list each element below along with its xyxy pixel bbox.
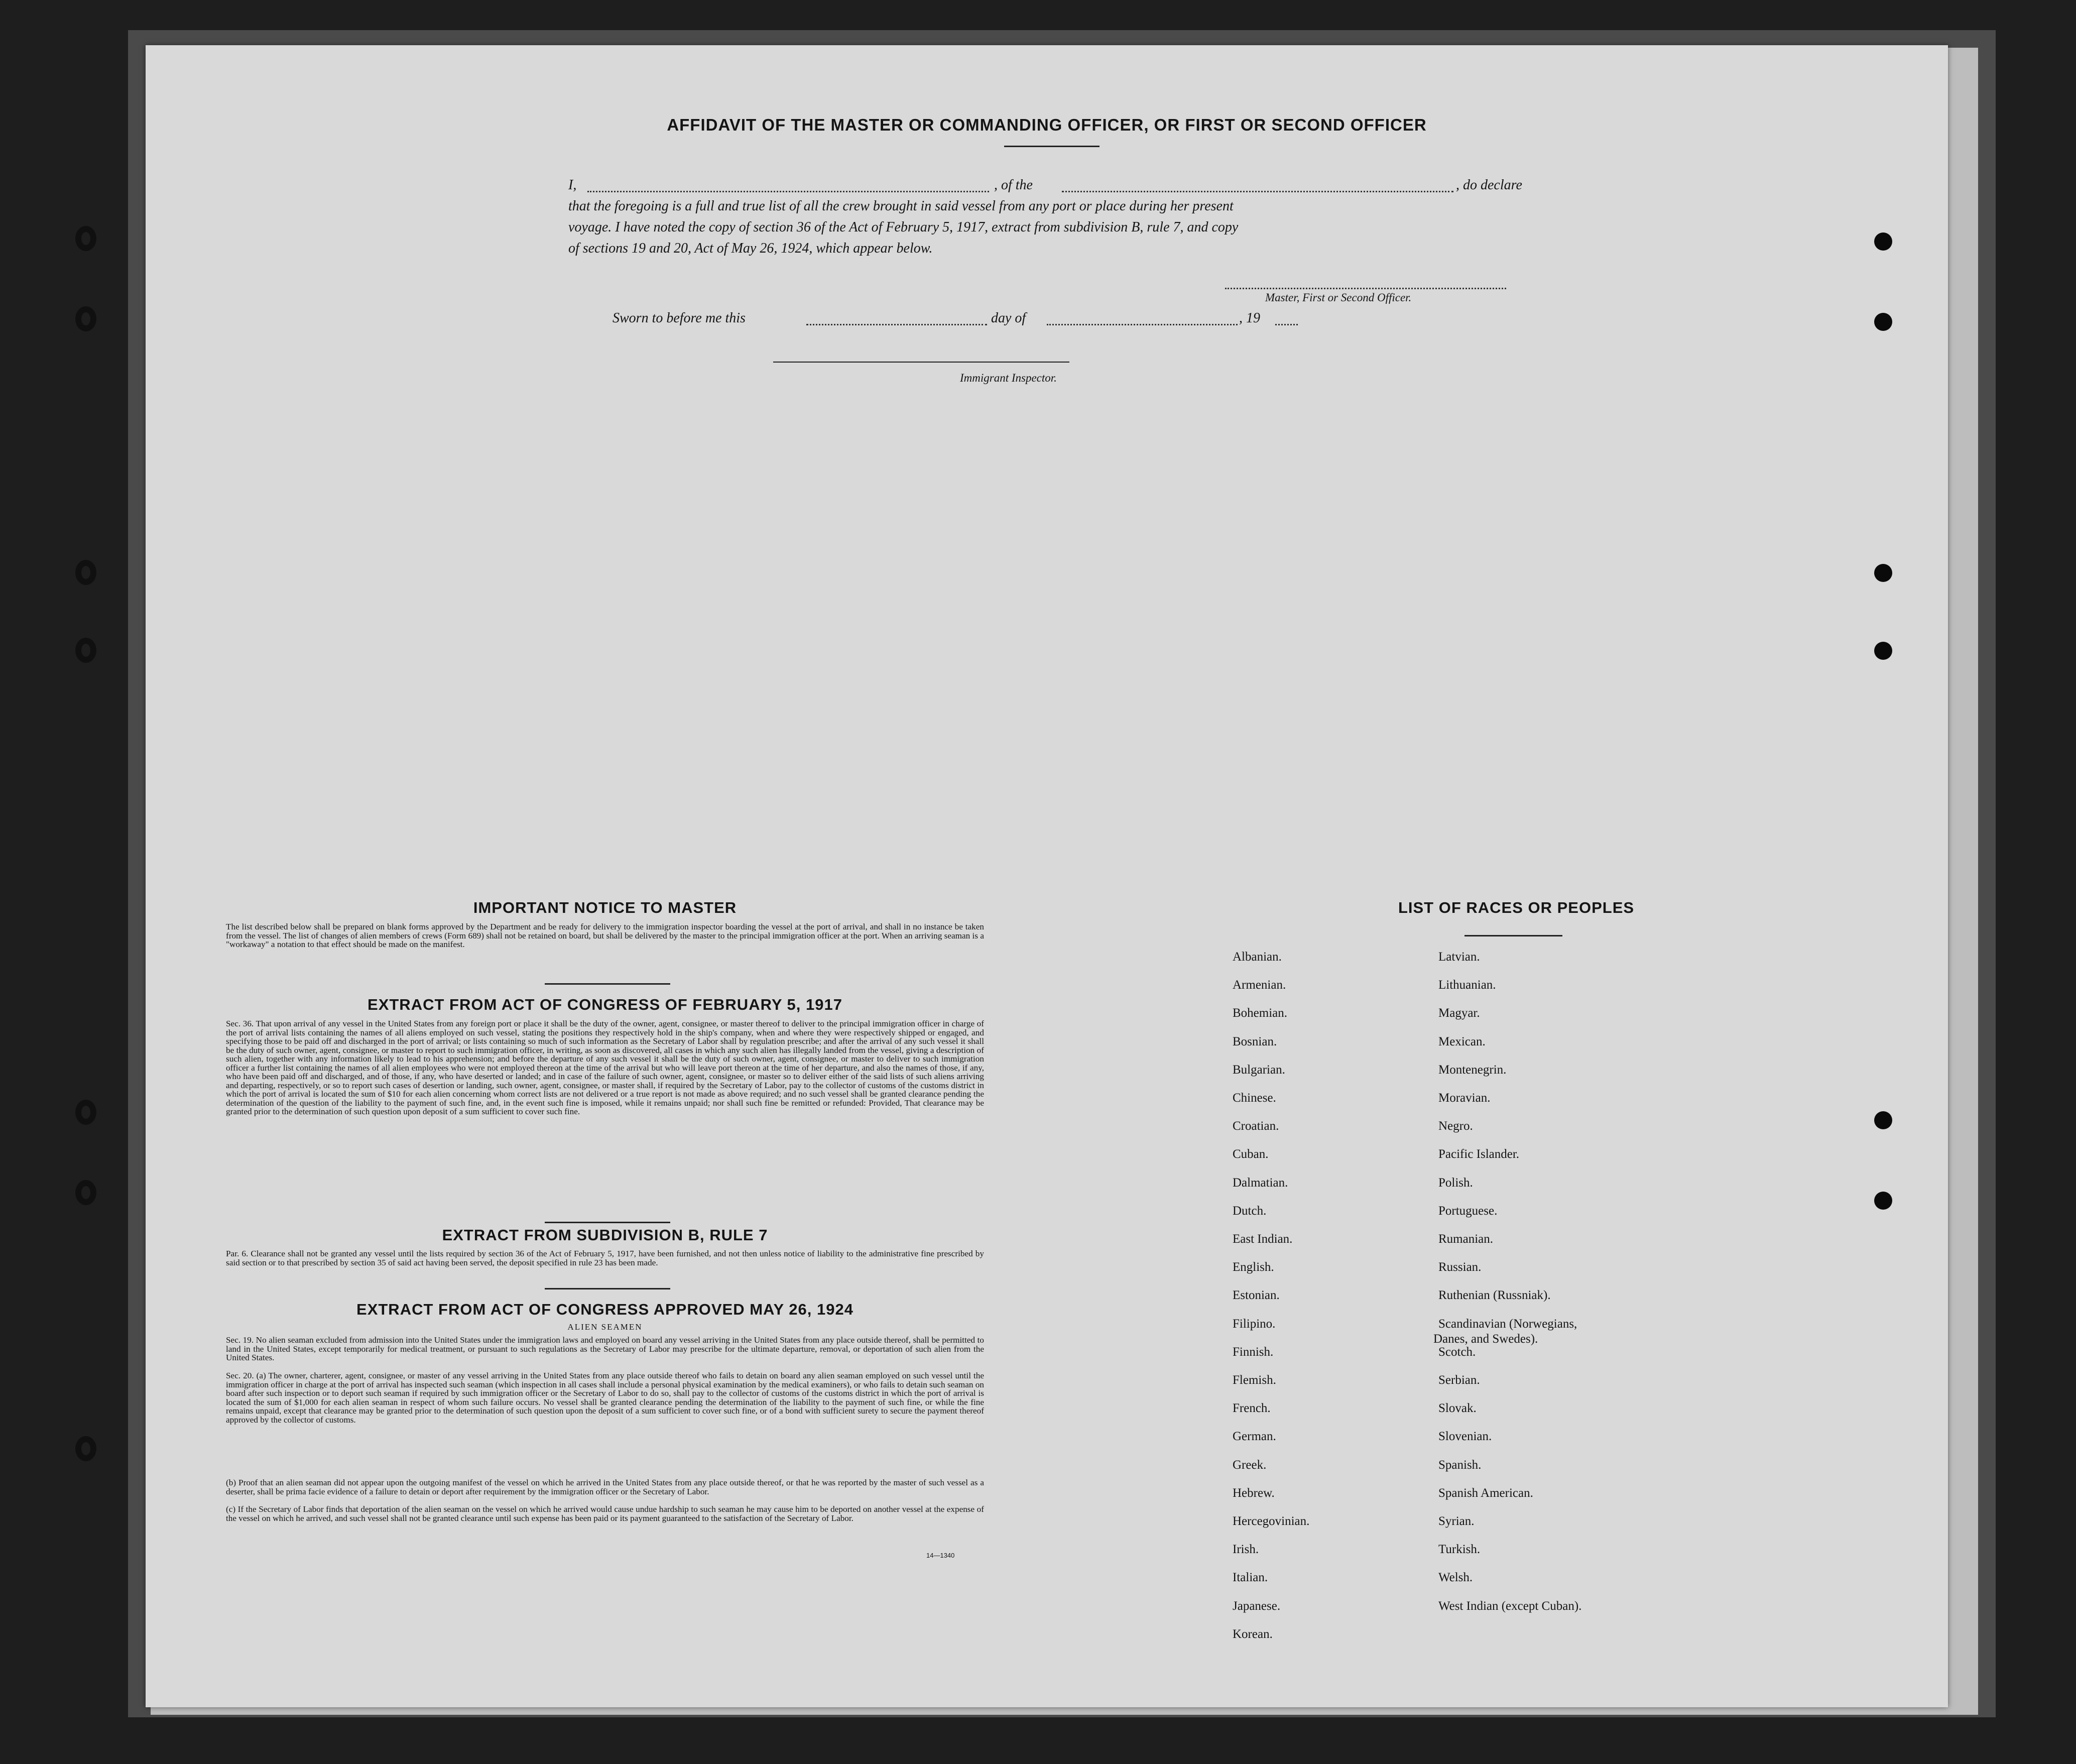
binder-ring-icon [75,1180,96,1205]
alien-seamen-label: ALIEN SEAMEN [567,1322,643,1332]
title-underline [1004,146,1100,147]
year-prefix-text: , 19 [1239,310,1260,326]
race-item: Spanish. [1438,1458,1482,1472]
notice-heading: IMPORTANT NOTICE TO MASTER [473,899,737,916]
extract-1924-heading: EXTRACT FROM ACT OF CONGRESS APPROVED MAY 26, 1924 [356,1301,853,1318]
affidavit-title: AFFIDAVIT OF THE MASTER OR COMMANDING OFFICER, OR FIRST OR SECOND OFFICER [667,115,1427,134]
binder-ring-icon [75,306,96,331]
race-item: Bulgarian. [1233,1063,1285,1077]
sec20b-text: (b) Proof that an alien seaman did not appear upon the outgoing manifest of the vessel on which he arrived in the United States from any place outside thereof, or that he was reported by the master of such vessel as a deserter, shall be prima facie evidence of a failure to detain or deport after requirement by the immigration officer or the Secretary of Labor. [226,1478,984,1496]
races-underline [1464,935,1562,936]
punch-hole-icon [1874,1111,1892,1129]
race-item: Bohemian. [1233,1006,1288,1020]
sworn-year-field[interactable] [1275,324,1298,325]
master-signature-field[interactable] [1225,288,1506,289]
race-item: Dalmatian. [1233,1175,1288,1190]
race-item: Welsh. [1438,1571,1473,1585]
race-item: Finnish. [1233,1345,1274,1359]
race-item: German. [1233,1430,1276,1444]
race-item: Irish. [1233,1543,1259,1557]
race-item: West Indian (except Cuban). [1438,1599,1582,1613]
race-item: Syrian. [1438,1514,1475,1528]
inspector-signature-field[interactable] [773,362,1069,363]
declaration-line-2: that the foregoing is a full and true list of all the crew brought in said vessel from any port or place during her present [568,198,1234,214]
sworn-day-field[interactable] [806,324,987,325]
race-item: Danes, and Swedes). [1433,1332,1538,1346]
race-item: Scandinavian (Norwegians, [1438,1317,1577,1331]
extract-1917-text: Sec. 36. That upon arrival of any vessel in the United States from any foreign port or place it shall be the duty of the owner, agent, consignee, or master thereof to deliver to the principal immigration officer in charge of the port of arrival lists containing the names of all aliens employed on such vessel, stating the positions they respectively hold in the ship's company, when and where they were respectively shipped or engaged, and specifying those to be paid off and discharged in the port of arrival; or lists containing so much of such information as the Secretary of Labor shall by regulation prescribe; and after the arrival of any such vessel it shall be the duty of such owner, agent, consignee, or master to report to such immigration officer, in writing, as soon as discovered, all cases in which any such alien has illegally landed from the vessel, giving a description of such alien, together with any information likely to lead to his apprehension; and before the departure of any such vessel it shall be the duty of such owner, agent, consignee, or master to deliver to such immigration officer a further list containing the names of all alien employees who were not employed thereon at the time of the arrival but who will leave port thereon at the time of her departure, and also the names of those, if any, who have been paid off and discharged, and of those, if any, who have deserted or landed; and in case of the failure of such owner, agent, consignee, or master so to deliver either of the said lists of such aliens arriving and departing, respectively, or so to report such cases of desertion or landing, such owner, agent, consignee, or master shall, if required by the Secretary of Labor, pay to the collector of customs of the customs district in which the port of arrival is located the sum of $10 for each alien concerning whom correct lists are not delivered or a true report is not made as above required; and no such vessel shall be granted clearance pending the determination of the question of the liability to the payment of such fine, and, in the event such fine is imposed, while it remains unpaid; nor shall such fine be remitted or refunded: Provided, That clearance may be granted prior to the determination of such question upon deposit of a sum sufficient to cover such fine. [226,1019,984,1116]
rule7-text: Par. 6. Clearance shall not be granted any vessel until the lists required by section 36 of the Act of February 5, 1917, have been furnished, and not then unless notice of liability to the administrative fine prescribed by said section or to that prescribed by section 35 of said act having been served, the deposit specified in rule 23 has been made. [226,1249,984,1267]
race-item: Serbian. [1438,1373,1480,1387]
race-item: Bosnian. [1233,1034,1277,1048]
race-item: Lithuanian. [1438,978,1496,992]
binder-ring-icon [75,1100,96,1125]
race-item: Turkish. [1438,1543,1481,1557]
do-declare-text: , do declare [1456,177,1522,193]
race-item: Slovenian. [1438,1430,1492,1444]
binder-ring-icon [75,226,96,251]
race-item: Dutch. [1233,1204,1267,1218]
race-item: Ruthenian (Russniak). [1438,1288,1551,1303]
sec20c-text: (c) If the Secretary of Labor finds that deportation of the alien seaman on the vessel on which he arrived would cause undue hardship to such seaman he may cause him to be deported on another vessel at the expense of the vessel on which he arrived, and such vessel shall not be granted clearance until such expense has been paid or its payment guaranteed to the satisfaction of the Secretary of Labor. [226,1504,984,1523]
race-item: Pacific Islander. [1438,1147,1520,1161]
declaration-line-3: voyage. I have noted the copy of section 36 of the Act of February 5, 1917, extract from subdivision B, rule 7, and copy [568,219,1239,235]
rule7-heading: EXTRACT FROM SUBDIVISION B, RULE 7 [442,1226,768,1244]
race-item: Chinese. [1233,1091,1276,1105]
binder-ring-icon [75,560,96,585]
race-item: Filipino. [1233,1317,1276,1331]
declaration-line-4: of sections 19 and 20, Act of May 26, 1924, which appear below. [568,241,933,256]
race-item: Korean. [1233,1627,1273,1641]
races-heading: LIST OF RACES OR PEOPLES [1398,899,1635,916]
form-number: 14—1340 [926,1552,955,1559]
master-signature-label: Master, First or Second Officer. [1265,291,1412,304]
race-item: Japanese. [1233,1599,1281,1613]
divider-1 [545,983,670,985]
race-item: Portuguese. [1438,1204,1498,1218]
race-item: Mexican. [1438,1034,1486,1048]
race-item: Italian. [1233,1571,1268,1585]
binder-ring-icon [75,1436,96,1461]
race-item: Greek. [1233,1458,1267,1472]
punch-hole-icon [1874,1192,1892,1210]
race-item: Latvian. [1438,950,1480,964]
notice-text: The list described below shall be prepared on blank forms approved by the Department and be ready for delivery to the immigration inspector boarding the vessel at the port of arrival, and shall in no instance be taken from the vessel. The list of changes of alien members of crews (Form 689) shall not be retained on board, but shall be delivered by the master to the principal immigration officer at the port. When an arriving seaman is a "workaway" a notation to that effect should be made on the manifest. [226,922,984,949]
race-item: Negro. [1438,1119,1473,1133]
race-item: Scotch. [1438,1345,1476,1359]
binder-ring-icon [75,638,96,663]
race-item: Croatian. [1233,1119,1279,1133]
race-item: East Indian. [1233,1232,1293,1246]
declarant-prefix: I, [568,177,577,193]
race-item: Flemish. [1233,1373,1276,1387]
race-item: Albanian. [1233,950,1282,964]
race-item: Hercegovinian. [1233,1514,1310,1528]
sworn-month-field[interactable] [1047,324,1238,325]
race-item: Slovak. [1438,1401,1477,1416]
punch-hole-icon [1874,232,1892,251]
race-item: Hebrew. [1233,1486,1275,1500]
race-item: English. [1233,1260,1274,1274]
race-item: Magyar. [1438,1006,1480,1020]
sworn-text: Sworn to before me this [613,310,746,326]
sec19-text: Sec. 19. No alien seaman excluded from admission into the United States under the immigration laws and employed on board any vessel arriving in the United States from any place outside thereof, shall be permitted to land in the United States, except temporarily for medical treatment, or pursuant to such regulations as the Secretary of Labor may prescribe for the ultimate departure, removal, or deportation of such alien from the United States. [226,1335,984,1362]
vessel-name-field[interactable] [1062,191,1453,192]
race-item: Moravian. [1438,1091,1491,1105]
race-item: Cuban. [1233,1147,1269,1161]
race-item: Spanish American. [1438,1486,1533,1500]
extract-1917-heading: EXTRACT FROM ACT OF CONGRESS OF FEBRUARY 5, 1917 [368,996,842,1013]
sec20a-text: Sec. 20. (a) The owner, charterer, agent, consignee, or master of any vessel arriving in the United States from any place outside thereof who fails to detain on board any alien seaman employed on such vessel until the immigration officer in charge at the port of arrival has inspected such seaman (which inspection in all cases shall include a personal physical examination by the medical examiners), or who fails to detain such seaman on board after such inspection or to deport such seaman if required by such immigration officer or the Secretary of Labor to do so, shall pay to the collector of customs of the customs district in which the port of arrival is located the sum of $1,000 for each alien seaman in respect of whom such failure occurs. No vessel shall be granted clearance pending the determination of the liability to the payment of such fine, or while the fine remains unpaid, except that clearance may be granted prior to the determination of such question upon the deposit of a sum sufficient to cover such fine, or of a bond with sufficient surety to secure the payment thereof approved by the collector of customs. [226,1371,984,1425]
race-item: Russian. [1438,1260,1482,1274]
punch-hole-icon [1874,642,1892,660]
manifest-sheet [146,45,1948,1707]
race-item: Montenegrin. [1438,1063,1507,1077]
inspector-label: Immigrant Inspector. [960,372,1057,384]
declarant-name-field[interactable] [587,191,989,192]
race-item: French. [1233,1401,1271,1416]
punch-hole-icon [1874,564,1892,582]
race-item: Polish. [1438,1175,1473,1190]
race-item: Armenian. [1233,978,1286,992]
race-item: Estonian. [1233,1288,1280,1303]
declaration-line-1 [568,175,1693,196]
divider-2 [545,1222,670,1223]
race-item: Rumanian. [1438,1232,1494,1246]
day-of-text: day of [991,310,1026,326]
punch-hole-icon [1874,313,1892,331]
of-the-text: , of the [994,177,1033,193]
divider-3 [545,1288,670,1289]
